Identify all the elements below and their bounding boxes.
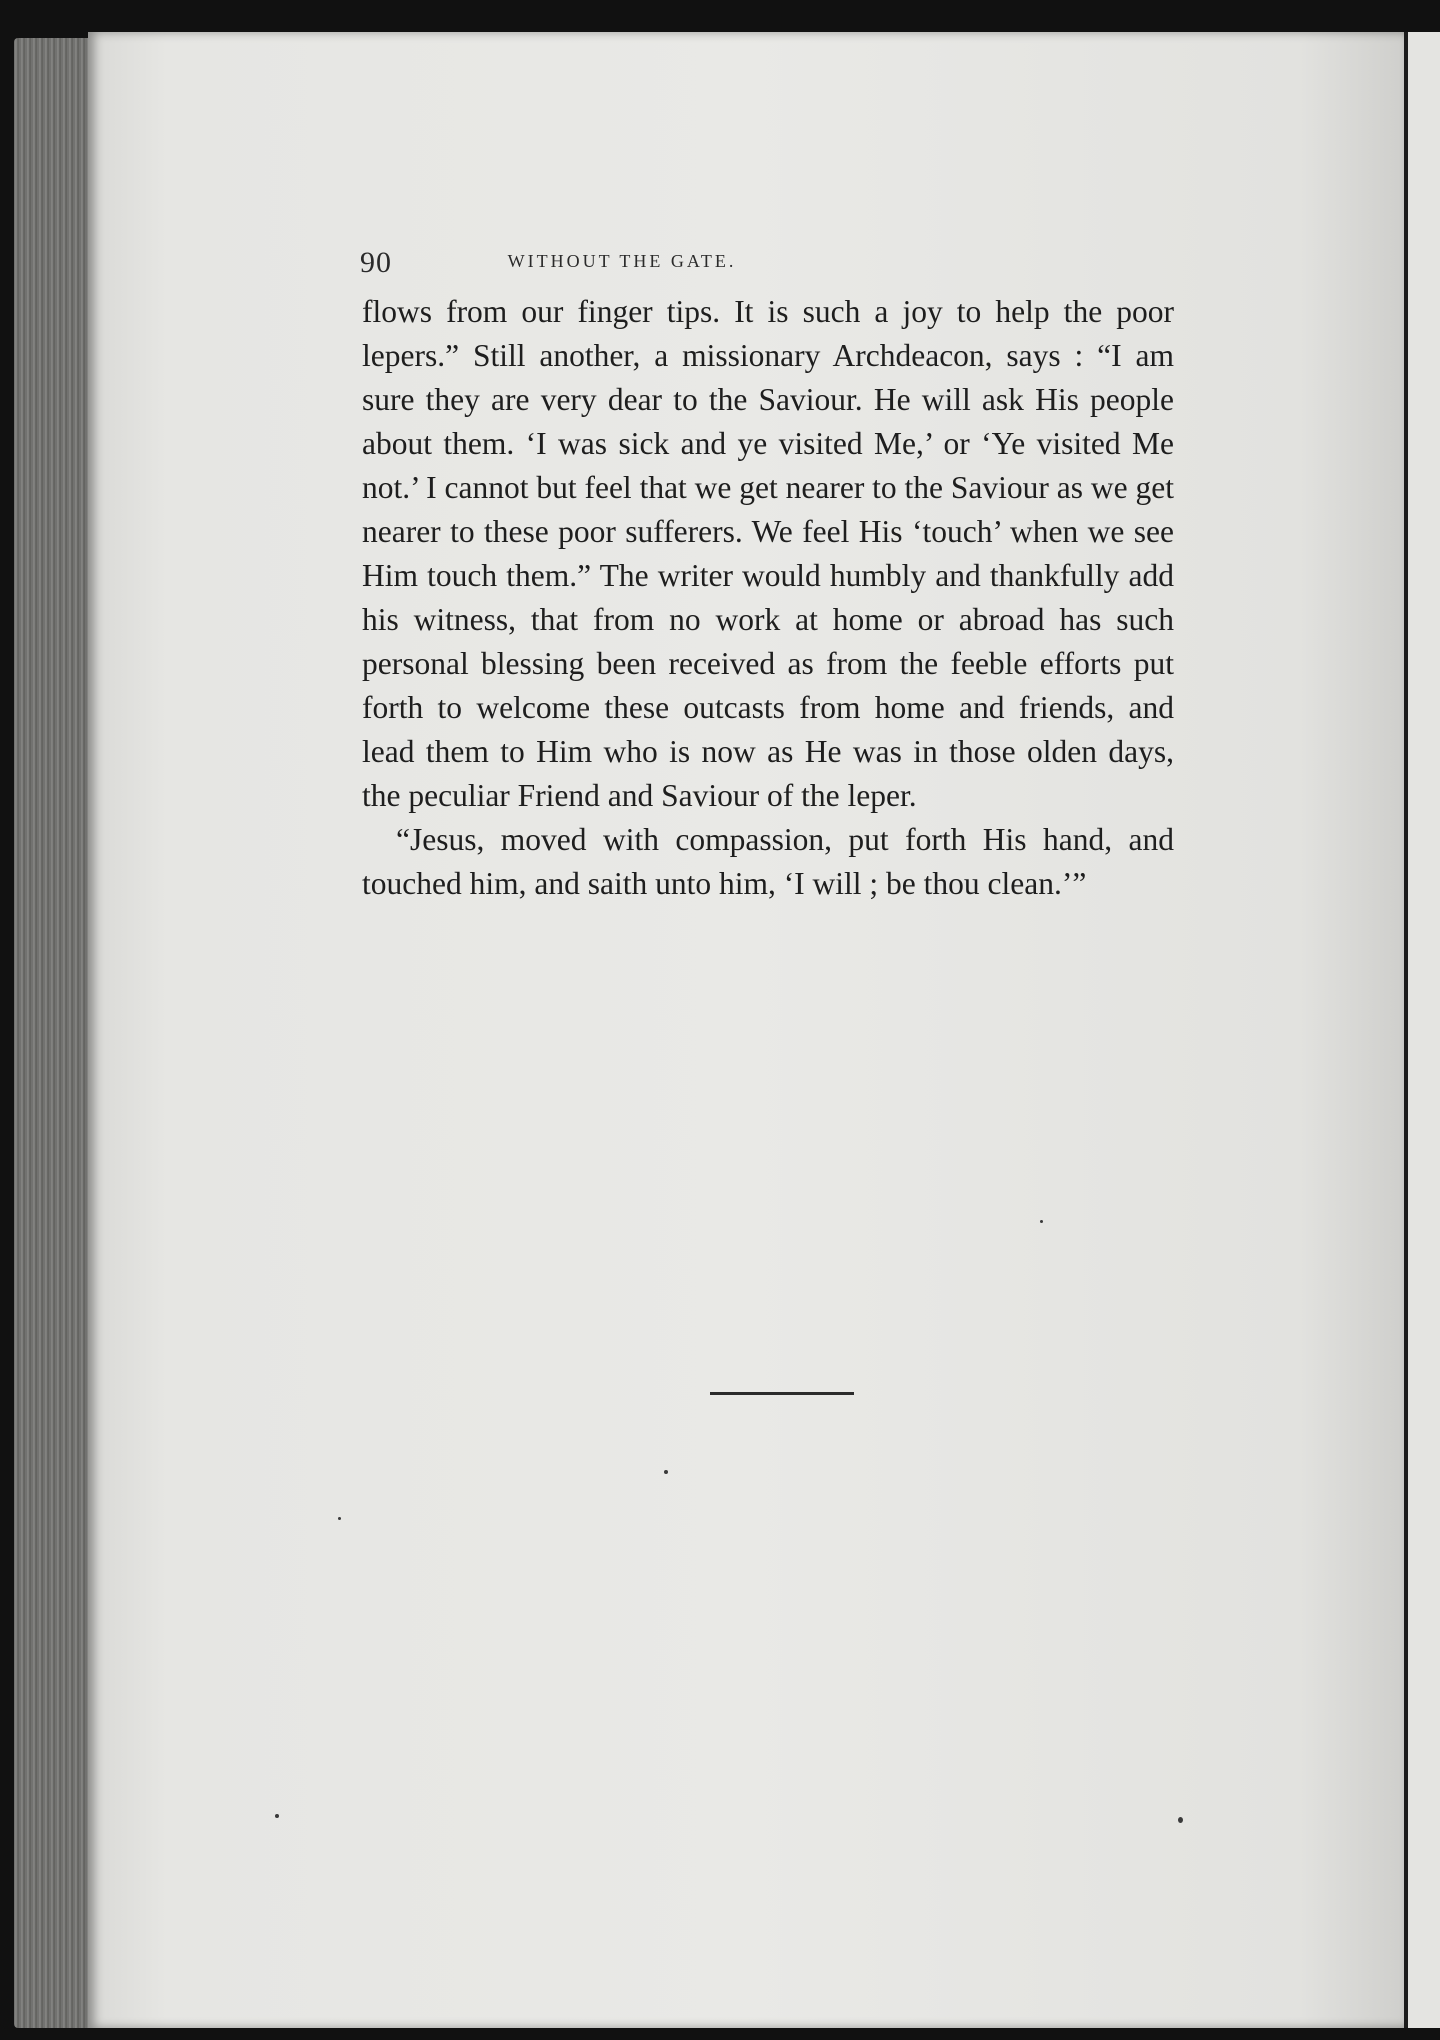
paragraph: flows from our finger tips. It is such a joy to help the poor lepers.” Still another, a missionary Archdeacon, says : “I am sure they are very dear to the Saviour. He will ask His people about them. ‘I was sick and ye visited Me,’ or ‘Ye visited Me not.’ I cannot but feel that we get nearer to the Saviour as we get nearer to these poor sufferers. We feel His ‘touch’ when we see Him touch them.” The writer would humbly and thankfully add his witness, that from no work at home or abroad has such personal blessing been received as from the feeble efforts put forth to welcome these outcasts from home and friends, and lead them to Him who is now as He was in those olden days, the peculiar Friend and Saviour of the leper. [362, 294, 1174, 813]
scan-speck [664, 1470, 668, 1474]
scan-speck [338, 1517, 341, 1520]
scan-speck [275, 1814, 279, 1818]
quotation-paragraph: “Jesus, moved with compassion, put forth His hand, and touched him, and saith unto him, ‘I will ; be thou clean.’” [362, 822, 1174, 901]
running-title: WITHOUT THE GATE. [507, 251, 737, 271]
scan-speck [1040, 1220, 1043, 1223]
body-text [362, 290, 1174, 906]
page-header [360, 246, 905, 286]
facing-page-edge [1404, 32, 1440, 2028]
scan-speck [1178, 1817, 1183, 1823]
section-end-rule [710, 1392, 854, 1395]
page-number: 90 [360, 246, 392, 279]
